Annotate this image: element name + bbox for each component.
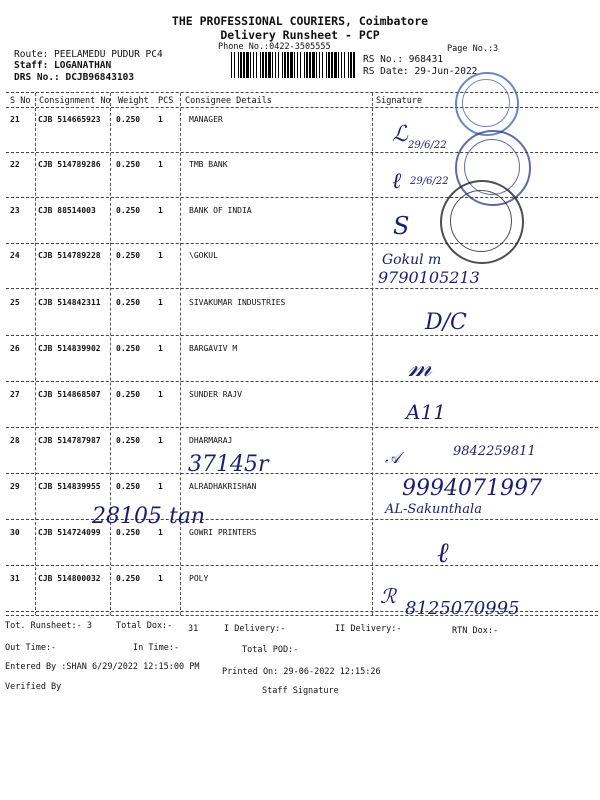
row-consignment: CJB 514842311	[38, 298, 101, 307]
hw-row28-phone: 9842259811	[453, 444, 536, 459]
divider-4	[372, 93, 373, 615]
row-pcs: 1	[158, 528, 163, 537]
row-sno: 26	[10, 344, 20, 353]
barcode-bar	[328, 52, 330, 78]
printed-on: Printed On: 29-06-2022 12:15:26	[222, 667, 381, 677]
row-pcs: 1	[158, 574, 163, 583]
row-consignee: SUNDER RAJV	[189, 390, 242, 399]
barcode-bar	[240, 52, 242, 78]
in-time: In Time:-	[133, 643, 180, 653]
total-dox-value: 31	[188, 624, 199, 634]
row-rule	[6, 288, 598, 289]
divider-1	[35, 93, 36, 615]
signature-row23: S	[393, 212, 410, 240]
row-weight: 0.250	[116, 390, 141, 399]
row-sno: 27	[10, 390, 20, 399]
hw-row28-amount: 37145r	[188, 452, 269, 477]
hw-row29-phone: 9994071997	[402, 476, 542, 501]
barcode-bar	[319, 52, 320, 78]
barcode-bar	[300, 52, 301, 78]
row-consignment: CJB 514665923	[38, 115, 101, 124]
barcode-bar	[260, 52, 261, 78]
row-sno: 23	[10, 206, 20, 215]
row-pcs: 1	[158, 206, 163, 215]
row-weight: 0.250	[116, 206, 141, 215]
barcode-bar	[297, 52, 298, 78]
row-consignee: BANK OF INDIA	[189, 206, 252, 215]
row-consignment: CJB 514789286	[38, 160, 101, 169]
barcode-bar	[331, 52, 333, 78]
row-consignee: SIVAKUMAR INDUSTRIES	[189, 298, 286, 307]
barcode-bar	[348, 52, 349, 78]
barcode-bar	[262, 52, 264, 78]
barcode-bar	[294, 52, 295, 78]
signature-row26: 𝓂	[408, 350, 432, 383]
row-consignment: CJB 514800032	[38, 574, 101, 583]
verified-by: Verified By	[5, 682, 62, 692]
barcode-bar	[353, 52, 355, 78]
row-pcs: 1	[158, 251, 163, 260]
runsheet-subtitle: Delivery Runsheet - PCP	[220, 28, 380, 42]
staff-label: Staff: LOGANATHAN	[14, 60, 112, 71]
row-consignee: \GOKUL	[189, 251, 218, 260]
hw-row31-phone: 8125070995	[405, 598, 520, 619]
row-weight: 0.250	[116, 436, 141, 445]
row-weight: 0.250	[116, 251, 141, 260]
row-consignment: CJB 514868507	[38, 390, 101, 399]
row-weight: 0.250	[116, 574, 141, 583]
row-weight: 0.250	[116, 344, 141, 353]
row-pcs: 1	[158, 390, 163, 399]
drs-number: DRS No.: DCJB96843103	[14, 72, 135, 83]
signature-row31: ℛ	[380, 584, 396, 608]
row-weight: 0.250	[116, 528, 141, 537]
row-consignee: MANAGER	[189, 115, 223, 124]
barcode-bar	[231, 52, 232, 78]
barcode-bar	[256, 52, 257, 78]
barcode-bar	[306, 52, 308, 78]
row-consignment: CJB 514839902	[38, 344, 101, 353]
row-rule	[6, 473, 598, 474]
hw-row29-amount: 28105 tan	[92, 504, 206, 529]
i-delivery: I Delivery:-	[224, 624, 286, 634]
barcode-bar	[250, 52, 251, 78]
signature-row21: ℒ	[392, 122, 408, 147]
hw-row29-name: AL-Sakunthala	[385, 502, 482, 517]
barcode-bar	[246, 52, 249, 78]
row-consignee: ALRADHAKRISHAN	[189, 482, 257, 491]
row-consignee: DHARMARAJ	[189, 436, 233, 445]
col-consignee: Consignee Details	[185, 96, 272, 106]
barcode-bar	[243, 52, 245, 78]
tot-runsheet: Tot. Runsheet:- 3	[5, 621, 92, 631]
row-weight: 0.250	[116, 115, 141, 124]
row-sno: 28	[10, 436, 20, 445]
col-signature: Signature	[376, 96, 423, 106]
signature-row22: ℓ	[392, 169, 402, 194]
row-pcs: 1	[158, 160, 163, 169]
row-rule	[6, 565, 598, 566]
hw-row24-name: Gokul m	[382, 252, 442, 268]
ii-delivery: II Delivery:-	[335, 624, 402, 634]
barcode-bar	[234, 52, 235, 78]
barcode-bar	[287, 52, 289, 78]
barcode-bar	[284, 52, 286, 78]
barcode-bar	[272, 52, 273, 78]
barcode-bar	[268, 52, 271, 78]
col-consignment: Consignment No	[39, 96, 111, 106]
staff-signature: Staff Signature	[262, 686, 339, 696]
sig-date-row21: 29/6/22	[408, 140, 447, 151]
barcode-bar	[282, 52, 283, 78]
signature-row30: ℓ	[437, 536, 449, 569]
divider-2	[110, 93, 111, 615]
route-label: Route: PEELAMEDU PUDUR PC4	[14, 49, 163, 60]
company-title: THE PROFESSIONAL COURIERS, Coimbatore	[171, 14, 429, 28]
row-sno: 30	[10, 528, 20, 537]
row-pcs: 1	[158, 298, 163, 307]
row-consignee: POLY	[189, 574, 209, 583]
row-consignment: CJB 514789228	[38, 251, 101, 260]
barcode-bar	[338, 52, 339, 78]
row-pcs: 1	[158, 436, 163, 445]
signature-row28: 𝒜	[385, 448, 401, 467]
row-sno: 31	[10, 574, 20, 583]
hw-row27: A11	[406, 400, 446, 424]
barcode-bar	[290, 52, 293, 78]
row-sno: 24	[10, 251, 20, 260]
barcode-bar	[238, 52, 239, 78]
col-pcs: PCS	[158, 96, 174, 106]
branch-stamp-inner	[450, 190, 512, 252]
barcode-bar	[341, 52, 342, 78]
barcode-bar	[326, 52, 327, 78]
row-pcs: 1	[158, 344, 163, 353]
rs-number: RS No.: 968431	[363, 54, 444, 65]
barcode-bar	[334, 52, 337, 78]
barcode	[229, 52, 356, 78]
footer-rule	[6, 615, 598, 616]
barcode-bar	[322, 52, 323, 78]
barcode-bar	[316, 52, 317, 78]
row-sno: 29	[10, 482, 20, 491]
col-weight: Weight	[118, 96, 149, 106]
entered-by: Entered By :SHAN 6/29/2022 12:15:00 PM	[5, 662, 200, 672]
row-rule	[6, 335, 598, 336]
phone-number: Phone No.:0422-3505555	[218, 42, 331, 52]
barcode-bar	[344, 52, 345, 78]
barcode-bar	[350, 52, 352, 78]
barcode-bar	[278, 52, 279, 78]
row-consignee: GOWRI PRINTERS	[189, 528, 257, 537]
row-consignment: CJB 514724099	[38, 528, 101, 537]
row-pcs: 1	[158, 115, 163, 124]
company-stamp-inner	[462, 79, 510, 127]
divider-3	[180, 93, 181, 615]
row-rule	[6, 427, 598, 428]
page-number: Page No.:3	[447, 44, 499, 54]
row-consignment: CJB 514839955	[38, 482, 101, 491]
barcode-bar	[309, 52, 311, 78]
row-sno: 22	[10, 160, 20, 169]
hw-row24-phone: 9790105213	[378, 268, 480, 287]
row-weight: 0.250	[116, 298, 141, 307]
total-pod: Total POD:-	[242, 645, 299, 655]
col-sno: S No	[10, 96, 31, 106]
row-rule	[6, 381, 598, 382]
row-consignee: BARGAVIV M	[189, 344, 238, 353]
out-time: Out Time:-	[5, 643, 57, 653]
row-consignment: CJB 514787987	[38, 436, 101, 445]
total-dox: Total Dox:-	[116, 621, 173, 631]
hw-row25: D/C	[425, 310, 467, 335]
row-consignment: CJB 88514003	[38, 206, 96, 215]
row-sno: 21	[10, 115, 20, 124]
row-weight: 0.250	[116, 160, 141, 169]
rtn-dox: RTN Dox:-	[452, 626, 499, 636]
row-weight: 0.250	[116, 482, 141, 491]
row-sno: 25	[10, 298, 20, 307]
barcode-bar	[253, 52, 254, 78]
barcode-bar	[265, 52, 267, 78]
barcode-bar	[275, 52, 276, 78]
row-pcs: 1	[158, 482, 163, 491]
rs-date: RS Date: 29-Jun-2022	[363, 66, 478, 77]
row-consignee: TMB BANK	[189, 160, 228, 169]
barcode-bar	[312, 52, 315, 78]
sig-date-row22: 29/6/22	[410, 176, 449, 187]
barcode-bar	[304, 52, 305, 78]
